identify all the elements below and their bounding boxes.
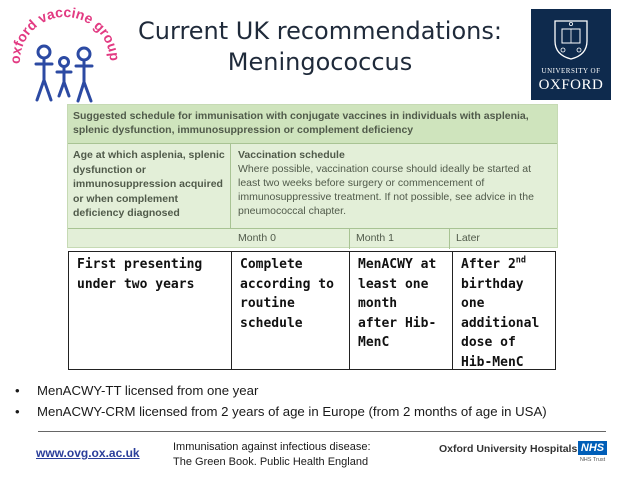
later-cell-text-end: birthday one additional dose of Hib-MenC (461, 276, 540, 370)
university-of-oxford-logo (531, 9, 611, 100)
column-header-month-0: Month 0 (232, 229, 350, 249)
source-citation (173, 440, 371, 470)
nhs-trust-label: NHS Trust (579, 457, 606, 463)
schedule-table-column-headers (68, 228, 557, 248)
age-group-cell: First presenting under two years (69, 252, 232, 369)
month-1-cell: MenACWY at least one month after Hib-MenC (350, 252, 453, 369)
schedule-table-excerpt (67, 104, 558, 248)
schedule-detail-row (68, 251, 556, 370)
citation-line-1: Immunisation against infectious disease: (173, 441, 371, 453)
title-line-1: Current UK recommendations: (138, 17, 502, 45)
month-0-cell: Complete according to routine schedule (232, 252, 350, 369)
oxford-logo-university-line: UNIVERSITY OF (541, 67, 601, 75)
schedule-table-description-row (68, 143, 557, 228)
nhs-logo-icon: NHS (578, 441, 607, 455)
oxford-vaccine-group-logo (6, 2, 118, 114)
slide-title (120, 16, 520, 78)
later-cell-ordinal: nd (515, 255, 527, 266)
vaccination-schedule-cell (232, 144, 557, 229)
svg-text:oxford vaccine group: oxford vaccine gro (6, 3, 118, 65)
later-cell (453, 252, 555, 369)
later-cell-text-start: After 2 (461, 257, 516, 272)
ovg-website-link[interactable]: www.ovg.ox.ac.uk (36, 446, 140, 460)
oxford-university-hospitals-logo (439, 441, 607, 469)
age-label: Age at which asplenia, splenic dysfunction or immunosuppression acquired or when complement deficiency diagnosed (68, 144, 231, 229)
ovg-logo-graphic (6, 2, 118, 114)
column-header-month-1: Month 1 (350, 229, 450, 249)
vaccination-schedule-text: Where possible, vaccination course should ideally be started at least two weeks before surgery or commencement of immunosuppressive treatment. If not possible, see advice in the pneumococcal chapter. (238, 163, 534, 217)
schedule-table-heading: Suggested schedule for immunisation with conjugate vaccines in individuals with asplenia, splenic dysfunction, immunosuppression or complement deficiency (68, 105, 557, 143)
citation-line-2: The Green Book. Public Health England (173, 456, 369, 468)
oxford-crest-icon (551, 17, 591, 61)
bullet-item: • MenACWY-CRM licensed from 2 years of age in Europe (from 2 months of age in USA) (14, 401, 634, 422)
bullet-item: • MenACWY-TT licensed from one year (14, 380, 634, 401)
bullet-list (14, 380, 634, 422)
hospital-name: Oxford University Hospitals (439, 443, 578, 455)
oxford-logo-name: OXFORD (538, 77, 604, 93)
column-header-later: Later (456, 232, 480, 244)
vaccination-schedule-label: Vaccination schedule (238, 149, 345, 161)
footer-divider (38, 431, 606, 432)
title-line-2: Meningococcus (227, 48, 413, 76)
